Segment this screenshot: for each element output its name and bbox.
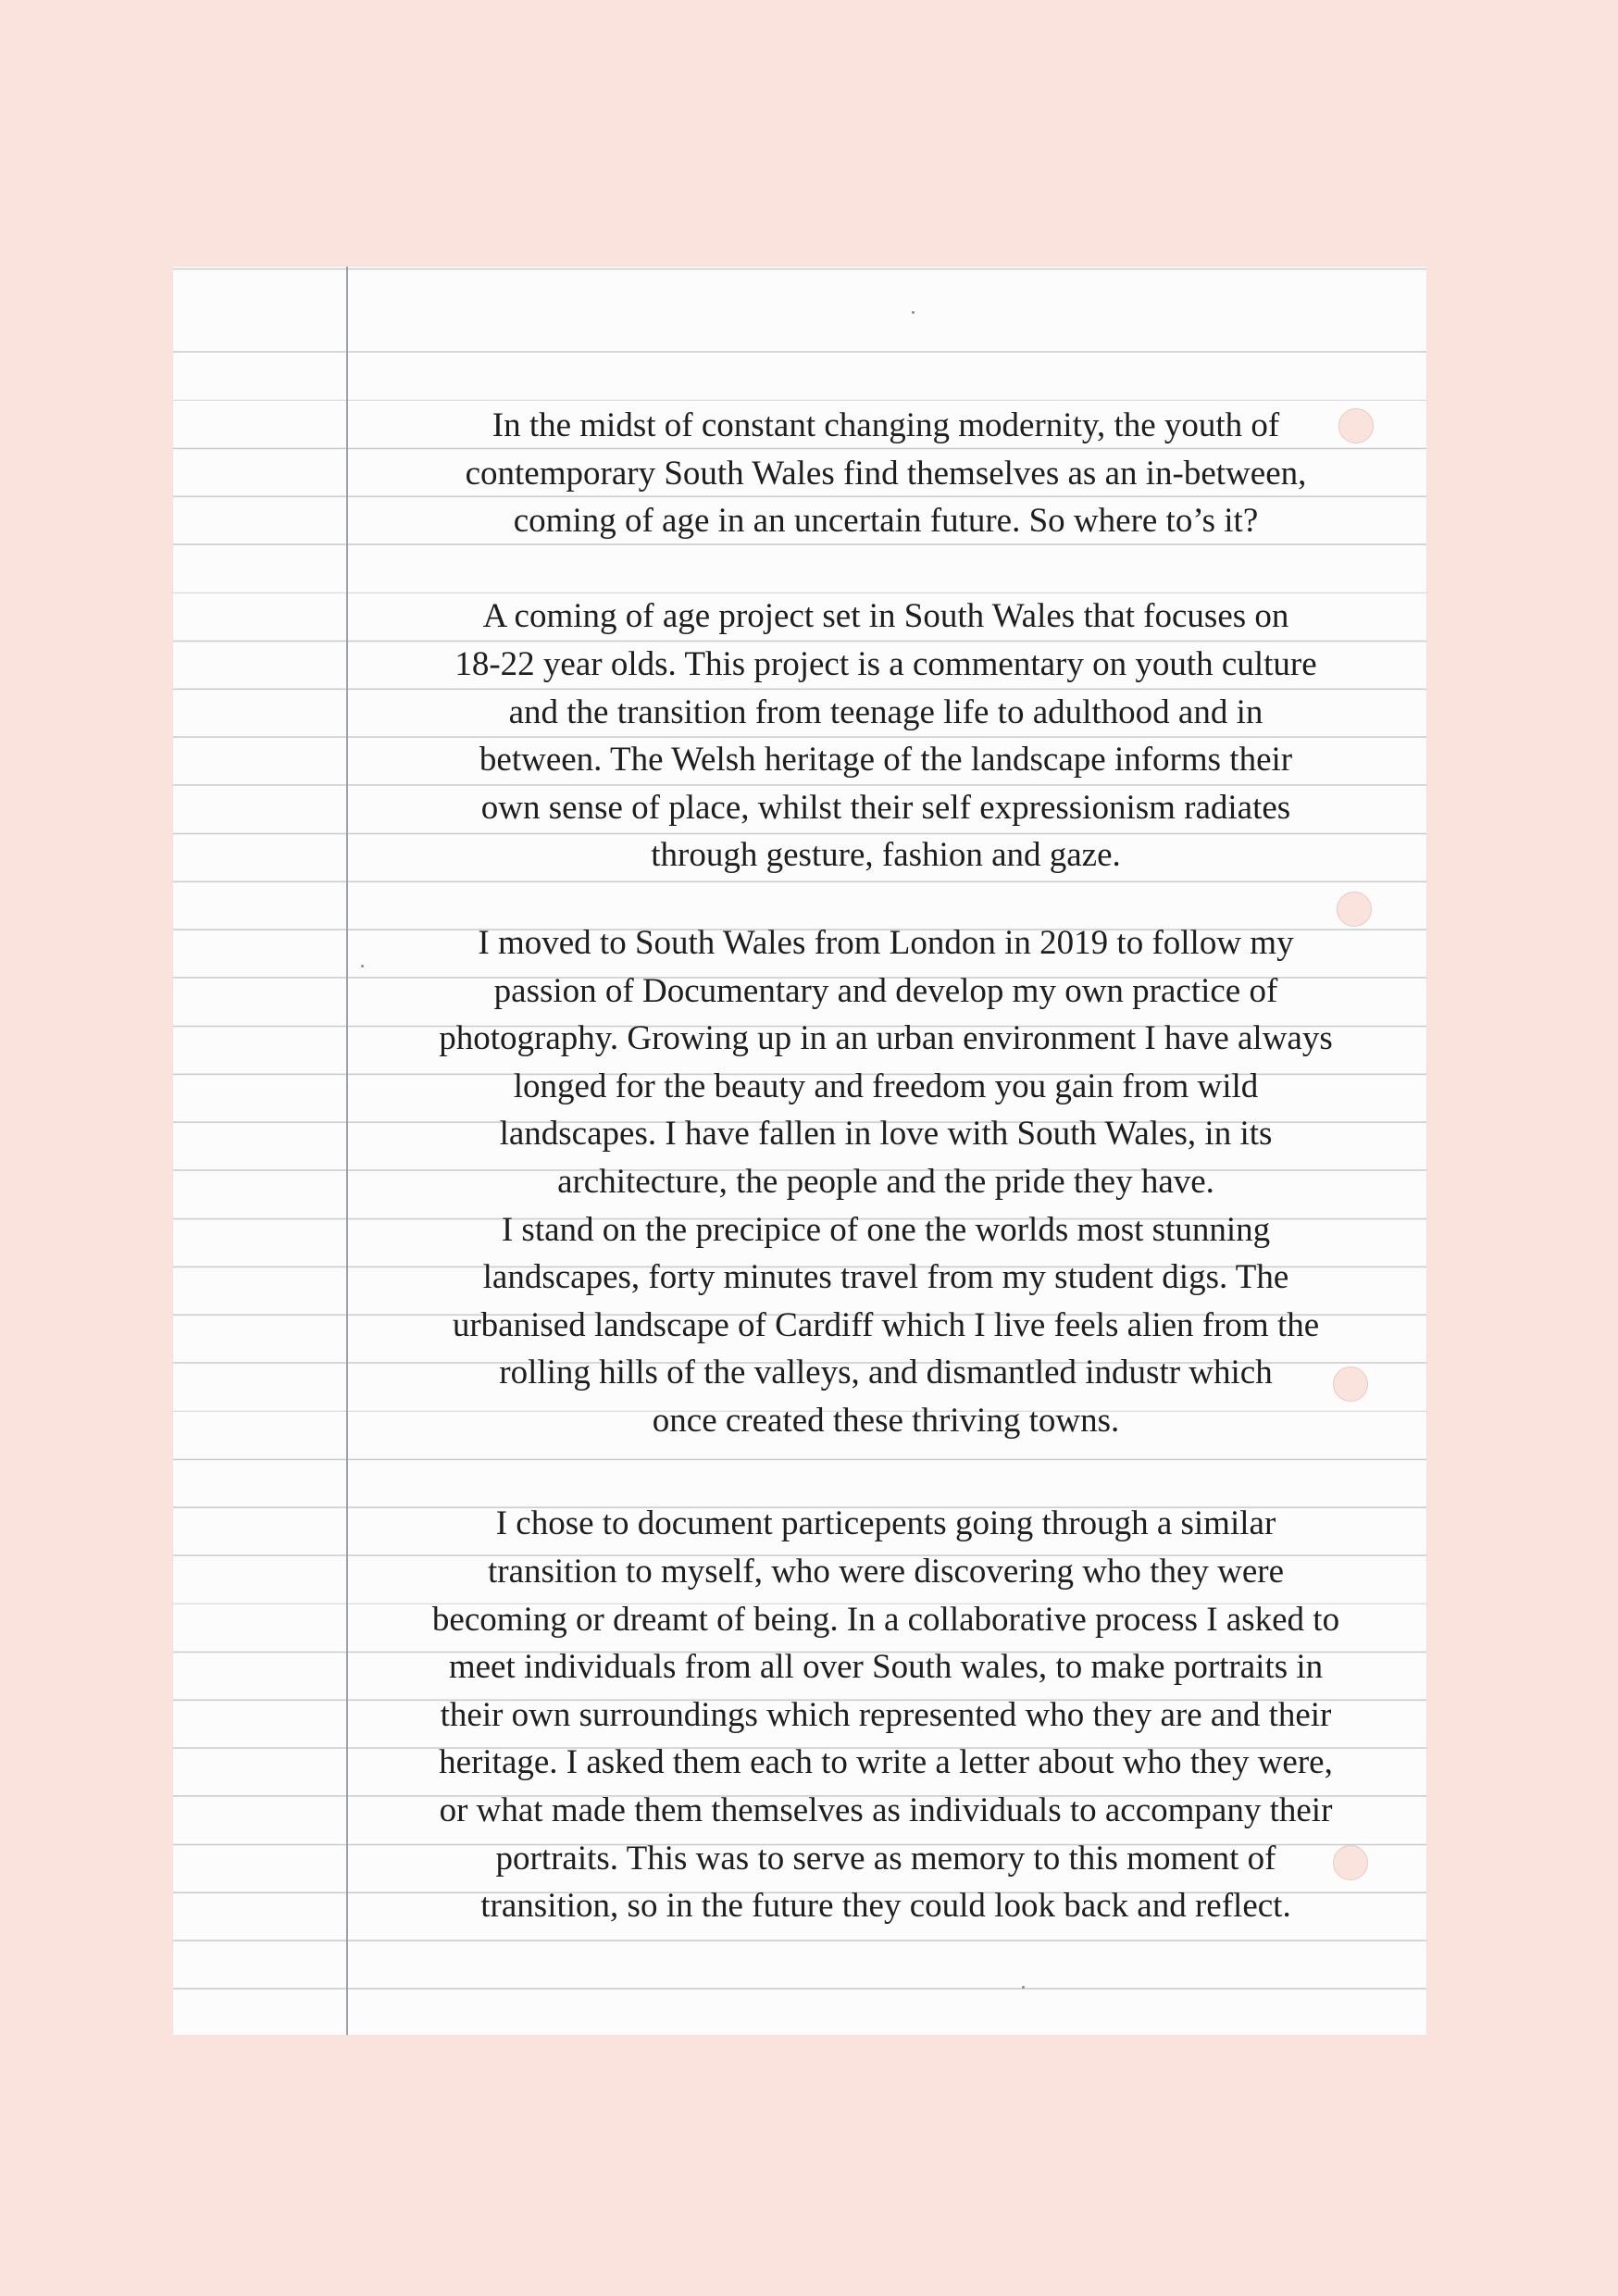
essay-text — [349, 402, 1423, 1930]
paper-margin-line — [346, 267, 348, 2035]
paragraph-personal-background: I moved to South Wales from London in 2019 to follow my passion of Documentary and develop my own practice of photography. Growing up in an urban environment I have always longed for the beauty and freedom you gain from wild landscapes. I have fallen in love with South Wales, in its architecture, the people and the pride they have. I stand on the precipice of one the worlds most stunning landscapes, forty minutes travel from my student digs. The urbanised landscape of Cardiff which I live feels alien from the rolling hills of the valleys, and dismantled industr which once created these thriving towns. — [439, 923, 1333, 1440]
paper-speck — [1022, 1986, 1025, 1989]
paragraph-intro: In the midst of constant changing modernity, the youth of contemporary South Wales find themselves as an in-between, coming of age in an uncertain future. So where to’s it? — [465, 406, 1307, 541]
paragraph-project-description: A coming of age project set in South Wales that focuses on 18-22 year olds. This project is a commentary on youth culture and the transition from teenage life to adulthood and in between. The Welsh heritage of the landscape informs their own sense of place, whilst their self expressionism radiates through gesture, fashion and gaze. — [454, 597, 1317, 875]
paragraph-process: I chose to document particepents going through a similar transition to myself, who were discovering who they were becoming or dreamt of being. In a collaborative process I asked to meet individuals from all over South wales, to make portraits in their own surroundings which represented who they are and their heritage. I asked them each to write a letter about who they were, or what made them themselves as individuals to accompany their portraits. This was to serve as memory to this moment of transition, so in the future they could look back and reflect. — [431, 1504, 1340, 1926]
paper-speck — [912, 311, 915, 314]
lined-paper-sheet — [173, 267, 1426, 2035]
